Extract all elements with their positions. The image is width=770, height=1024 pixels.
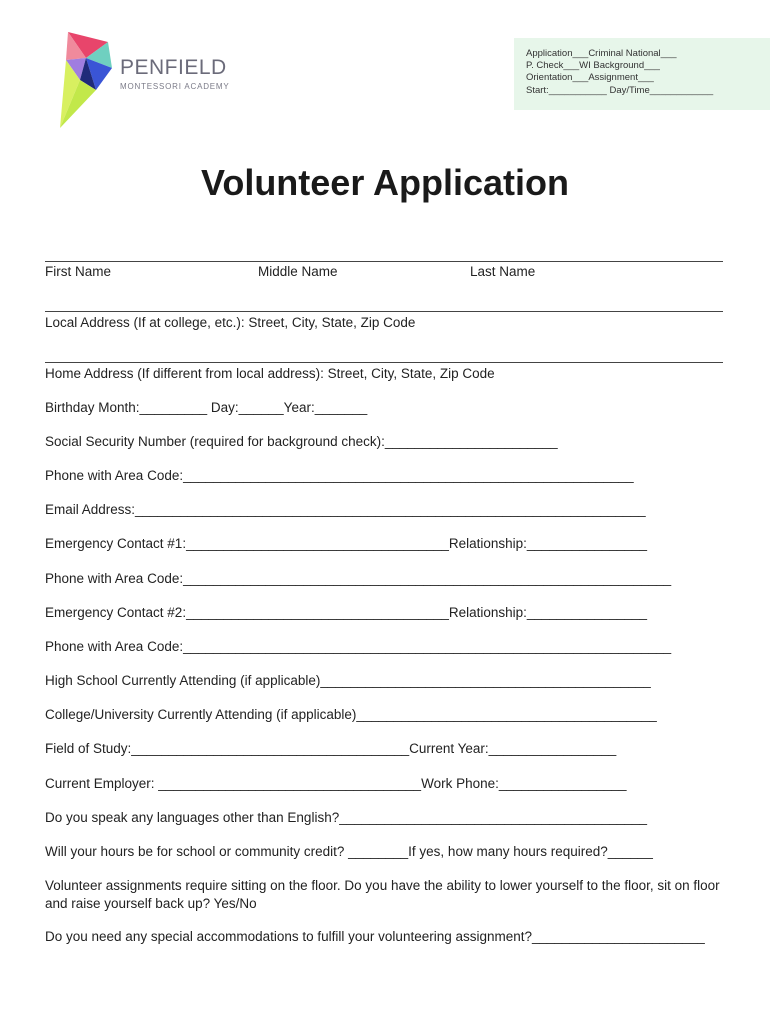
- emergency-contact-2-field[interactable]: Emergency Contact #2:___________________________________Relationship:________________: [45, 605, 648, 620]
- email-field[interactable]: Email Address:____________________________________________________________________: [45, 502, 646, 517]
- accommodations-field[interactable]: Do you need any special accommodations to fulfill your volunteering assignment?_______________________: [45, 929, 705, 944]
- page-title: Volunteer Application: [200, 162, 569, 203]
- ssn-field[interactable]: Social Security Number (required for background check):_______________________: [45, 434, 558, 449]
- office-use-line: Application___Criminal National___: [526, 48, 677, 59]
- local-address-label: Local Address (If at college, etc.): Street, City, State, Zip Code: [45, 315, 416, 330]
- local-address-field-line[interactable]: [45, 311, 723, 312]
- college-field[interactable]: College/University Currently Attending (if applicable)________________________________________: [45, 707, 657, 722]
- emergency-contact-2-phone-field[interactable]: Phone with Area Code:_________________________________________________________________: [45, 639, 672, 654]
- office-use-line: P. Check___WI Background___: [526, 60, 660, 72]
- home-address-label: Home Address (If different from local address): Street, City, State, Zip Code: [45, 366, 495, 381]
- phone-field[interactable]: Phone with Area Code:____________________________________________________________: [45, 468, 634, 483]
- name-field-line[interactable]: [45, 261, 723, 262]
- current-employer-field[interactable]: Current Employer: ___________________________________Work Phone:_________________: [45, 776, 627, 791]
- office-use-box: [514, 38, 770, 110]
- field-of-study-field[interactable]: Field of Study:_____________________________________Current Year:_________________: [45, 741, 617, 756]
- emergency-contact-1-field[interactable]: Emergency Contact #1:___________________________________Relationship:________________: [45, 536, 648, 551]
- floor-ability-question[interactable]: Volunteer assignments require sitting on the floor. Do you have the ability to lower yourself to the floor, sit on floor and raise yourself back up? Yes/No: [45, 878, 720, 911]
- birthday-field[interactable]: Birthday Month:_________ Day:______Year:_______: [45, 400, 368, 415]
- office-use-line: Start:___________ Day/Time____________: [526, 84, 714, 96]
- logo-subtitle: MONTESSORI ACADEMY: [120, 82, 230, 91]
- emergency-contact-1-phone-field[interactable]: Phone with Area Code:_________________________________________________________________: [45, 571, 672, 586]
- middle-name-label: Middle Name: [258, 264, 338, 279]
- last-name-label: Last Name: [470, 264, 536, 279]
- logo-brand-name: PENFIELD: [120, 56, 227, 79]
- credit-hours-field[interactable]: Will your hours be for school or community credit? ________If yes, how many hours required?______: [45, 844, 653, 859]
- languages-field[interactable]: Do you speak any languages other than English?_________________________________________: [45, 810, 648, 825]
- penfield-logo-mark-icon: [58, 30, 118, 130]
- first-name-label: First Name: [45, 264, 112, 279]
- home-address-field-line[interactable]: [45, 362, 723, 363]
- office-use-line: Orientation___Assignment___: [526, 72, 654, 84]
- penfield-logo: [58, 30, 258, 130]
- high-school-field[interactable]: High School Currently Attending (if applicable)____________________________________________: [45, 673, 651, 688]
